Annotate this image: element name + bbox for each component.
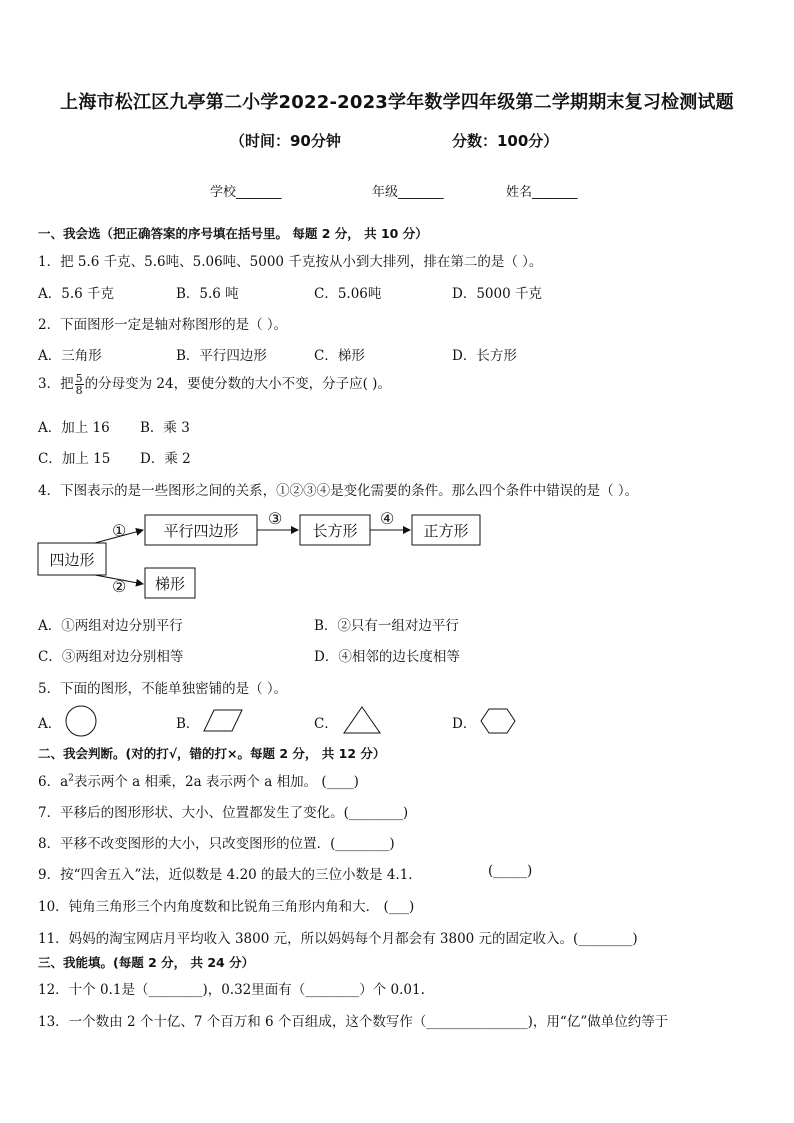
q3-option-c: C．加上 15 [38, 451, 111, 467]
condition-1: ① [112, 521, 127, 540]
q1-option-c: C．5.06吨 [314, 286, 382, 302]
condition-2: ② [112, 577, 127, 596]
exam-time: （时间：90分钟 [230, 132, 341, 150]
condition-4: ④ [380, 509, 395, 528]
question-12: 12．十个 0.1是（________)，0.32里面有（________）个 0.01. [38, 982, 425, 998]
circle-shape [66, 706, 96, 736]
q3-option-a: A．加上 16 [38, 420, 110, 436]
q4-option-b: B．②只有一组对边平行 [314, 618, 459, 634]
q5-option-c: C． [314, 716, 338, 732]
label-quadrilateral: 四边形 [49, 551, 95, 569]
question-4: 4．下图表示的是一些图形之间的关系，①②③④是变化需要的条件。那么四个条件中错误的是（ ）。 [38, 483, 639, 499]
q2-option-c: C．梯形 [314, 348, 365, 364]
label-square: 正方形 [423, 522, 469, 540]
shape-relation-diagram [0, 500, 794, 605]
hexagon-shape [481, 709, 515, 733]
q4-option-c: C．③两组对边分别相等 [38, 649, 184, 665]
q4-option-d: D．④相邻的边长度相等 [314, 649, 460, 665]
label-parallelogram: 平行四边形 [163, 522, 239, 540]
question-5: 5．下面的图形，不能单独密铺的是（ ）。 [38, 681, 288, 697]
question-9: 9．按“四舍五入”法，近似数是 4.20 的最大的三位小数是 4.1． [38, 867, 422, 883]
q4-option-a: A．①两组对边分别平行 [38, 618, 183, 634]
question-10: 10．钝角三角形三个内角度数和比锐角三角形内角和大． (___) [38, 899, 415, 915]
triangle-shape [344, 707, 380, 733]
q5-option-d: D． [452, 716, 477, 732]
parallelogram-shape [204, 710, 242, 731]
fraction: $\frac{5}{8}$ [75, 372, 83, 397]
section-2-heading: 二、我会判断。(对的打√，错的打×。每题 2 分， 共 12 分） [38, 746, 386, 761]
q3-option-b: B．乘 3 [140, 420, 190, 436]
question-6: 6．$a^2$表示两个 a 相乘，2a 表示两个 a 相加。 (____) [38, 773, 359, 790]
q9-answer-blank: (_____) [488, 863, 533, 879]
question-11: 11．妈妈的淘宝网店月平均收入 3800 元，所以妈妈每个月都会有 3800 元的固定收入。(________) [38, 931, 638, 947]
question-1: 1．把 5.6 千克、5.6吨、5.06吨、5000 千克按从小到大排列，排在第二的是（ ）。 [38, 254, 543, 270]
label-trapezoid: 梯形 [154, 575, 186, 593]
question-3: 3．把 $\frac{5}{8}$ 的分母变为 24，要使分数的大小不变，分子应( )。 [38, 372, 391, 397]
grade-field: 年级_______ [372, 185, 444, 200]
section-3-heading: 三、我能填。(每题 2 分， 共 24 分） [38, 955, 255, 970]
q5-option-b: B． [176, 716, 200, 732]
q1-option-a: A．5.6 千克 [38, 286, 115, 302]
question-7: 7．平移后的图形形状、大小、位置都发生了变化。(________) [38, 805, 409, 821]
q2-option-b: B．平行四边形 [176, 348, 267, 364]
condition-3: ③ [268, 509, 283, 528]
q2-option-d: D．长方形 [452, 348, 517, 364]
q5-shapes [0, 702, 794, 738]
label-rectangle: 长方形 [312, 522, 358, 540]
school-field: 学校_______ [210, 185, 282, 200]
q1-option-b: B．5.6 吨 [176, 286, 239, 302]
section-1-heading: 一、我会选（把正确答案的序号填在括号里。 每题 2 分， 共 10 分） [38, 226, 428, 241]
q5-option-a: A． [38, 716, 62, 732]
name-field: 姓名_______ [506, 185, 578, 200]
page-title: 上海市松江区九亭第二小学2022-2023学年数学四年级第二学期期末复习检测试题 [60, 92, 734, 113]
question-8: 8．平移不改变图形的大小，只改变图形的位置．(________) [38, 836, 395, 852]
question-2: 2．下面图形一定是轴对称图形的是（ ）。 [38, 317, 288, 333]
q2-option-a: A．三角形 [38, 348, 102, 364]
question-13: 13．一个数由 2 个十亿、7 个百万和 6 个百组成，这个数写作（_______________)，用“亿”做单位约等于 [38, 1014, 669, 1030]
q3-option-d: D．乘 2 [140, 451, 191, 467]
q1-option-d: D．5000 千克 [452, 286, 542, 302]
exam-score: 分数：100分） [452, 132, 559, 150]
